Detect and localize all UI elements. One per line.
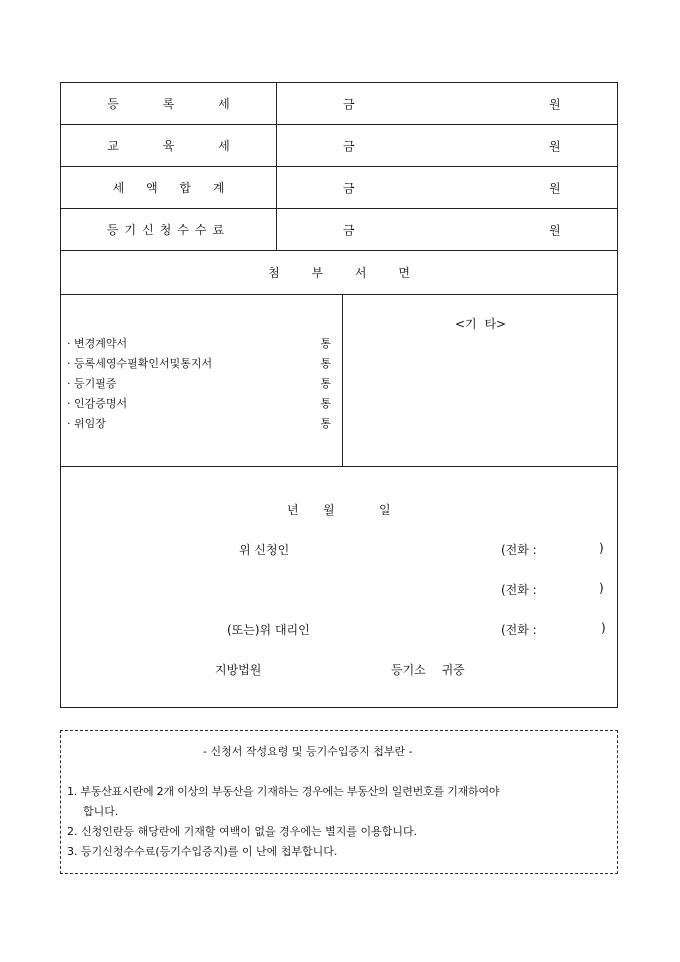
- attachments-title: 첨 부 서 면: [268, 266, 410, 280]
- fee-label-text: 교 육 세: [107, 139, 230, 153]
- attachment-item: [67, 335, 337, 351]
- attachment-name: · 인감증명서: [67, 397, 128, 410]
- fee-unit: 원: [549, 181, 561, 195]
- fee-row-registration-tax: [61, 83, 617, 125]
- fee-unit: 원: [549, 223, 561, 237]
- attachment-item: [67, 395, 337, 411]
- instructions-title: - 신청서 작성요령 및 등기수입증지 첩부란 -: [203, 745, 413, 758]
- attachment-list: [61, 295, 343, 466]
- fee-label: [61, 209, 277, 250]
- date-day: 일: [379, 503, 391, 517]
- fee-label: [61, 125, 277, 166]
- attachments-header: [61, 251, 617, 295]
- attachment-item: [67, 415, 337, 431]
- instruction-item: 3. 등기신청수수료(등기수입증지)를 이 난에 첩부합니다.: [67, 845, 338, 858]
- attachment-name: · 등기필증: [67, 377, 117, 390]
- attachment-unit: 통: [320, 397, 331, 410]
- court-label: 지방법원: [215, 663, 262, 677]
- attachment-item: [67, 355, 337, 371]
- phone-close: ): [599, 581, 604, 595]
- agent-label: (또는)위 대리인: [227, 623, 310, 637]
- fee-amount-label: 금: [343, 139, 355, 153]
- instruction-item: 1. 부동산표시란에 2개 이상의 부동산을 기재하는 경우에는 부동산의 일련번호를 기재하여야: [67, 785, 500, 798]
- fee-amount-label: 금: [343, 97, 355, 111]
- fee-row-education-tax: [61, 125, 617, 167]
- fee-label: [61, 83, 277, 124]
- applicant-label: 위 신청인: [239, 543, 290, 557]
- other-attachments-label: <기 타>: [455, 317, 507, 331]
- instruction-item: 합니다.: [83, 805, 119, 818]
- fee-label-text: 등기신청수수료: [106, 223, 231, 237]
- fee-unit: 원: [549, 97, 561, 111]
- attachment-unit: 통: [320, 377, 331, 390]
- phone-label: (전화 :: [501, 583, 537, 597]
- date-month: 월: [323, 503, 335, 517]
- fee-label-text: 등 록 세: [107, 97, 230, 111]
- registry-label: 등기소 귀중: [391, 663, 465, 677]
- fee-row-filing-fee: [61, 209, 617, 251]
- phone-close: ): [599, 541, 604, 555]
- instructions-box: [60, 730, 618, 874]
- phone-label: (전화 :: [501, 543, 537, 557]
- fee-amount-label: 금: [343, 181, 355, 195]
- instruction-item: 2. 신청인란등 해당란에 기재할 여백이 없을 경우에는 별지를 이용합니다.: [67, 825, 418, 838]
- fee-amount-label: 금: [343, 223, 355, 237]
- attachment-unit: 통: [320, 417, 331, 430]
- attachment-unit: 통: [320, 357, 331, 370]
- registration-form: [60, 82, 618, 708]
- attachment-name: · 변경계약서: [67, 337, 128, 350]
- attachments-body: [61, 295, 617, 467]
- attachment-item: [67, 375, 337, 391]
- fee-label: [61, 167, 277, 208]
- fee-unit: 원: [549, 139, 561, 153]
- fee-label-text: 세 액 합 계: [112, 181, 225, 195]
- phone-label: (전화 :: [501, 623, 537, 637]
- fee-row-tax-total: [61, 167, 617, 209]
- date-year: 년: [287, 503, 299, 517]
- signature-section: [61, 467, 617, 707]
- attachment-name: · 등록세영수필확인서및통지서: [67, 357, 213, 370]
- attachment-name: · 위임장: [67, 417, 106, 430]
- phone-close: ): [601, 621, 606, 635]
- attachment-unit: 통: [320, 337, 331, 350]
